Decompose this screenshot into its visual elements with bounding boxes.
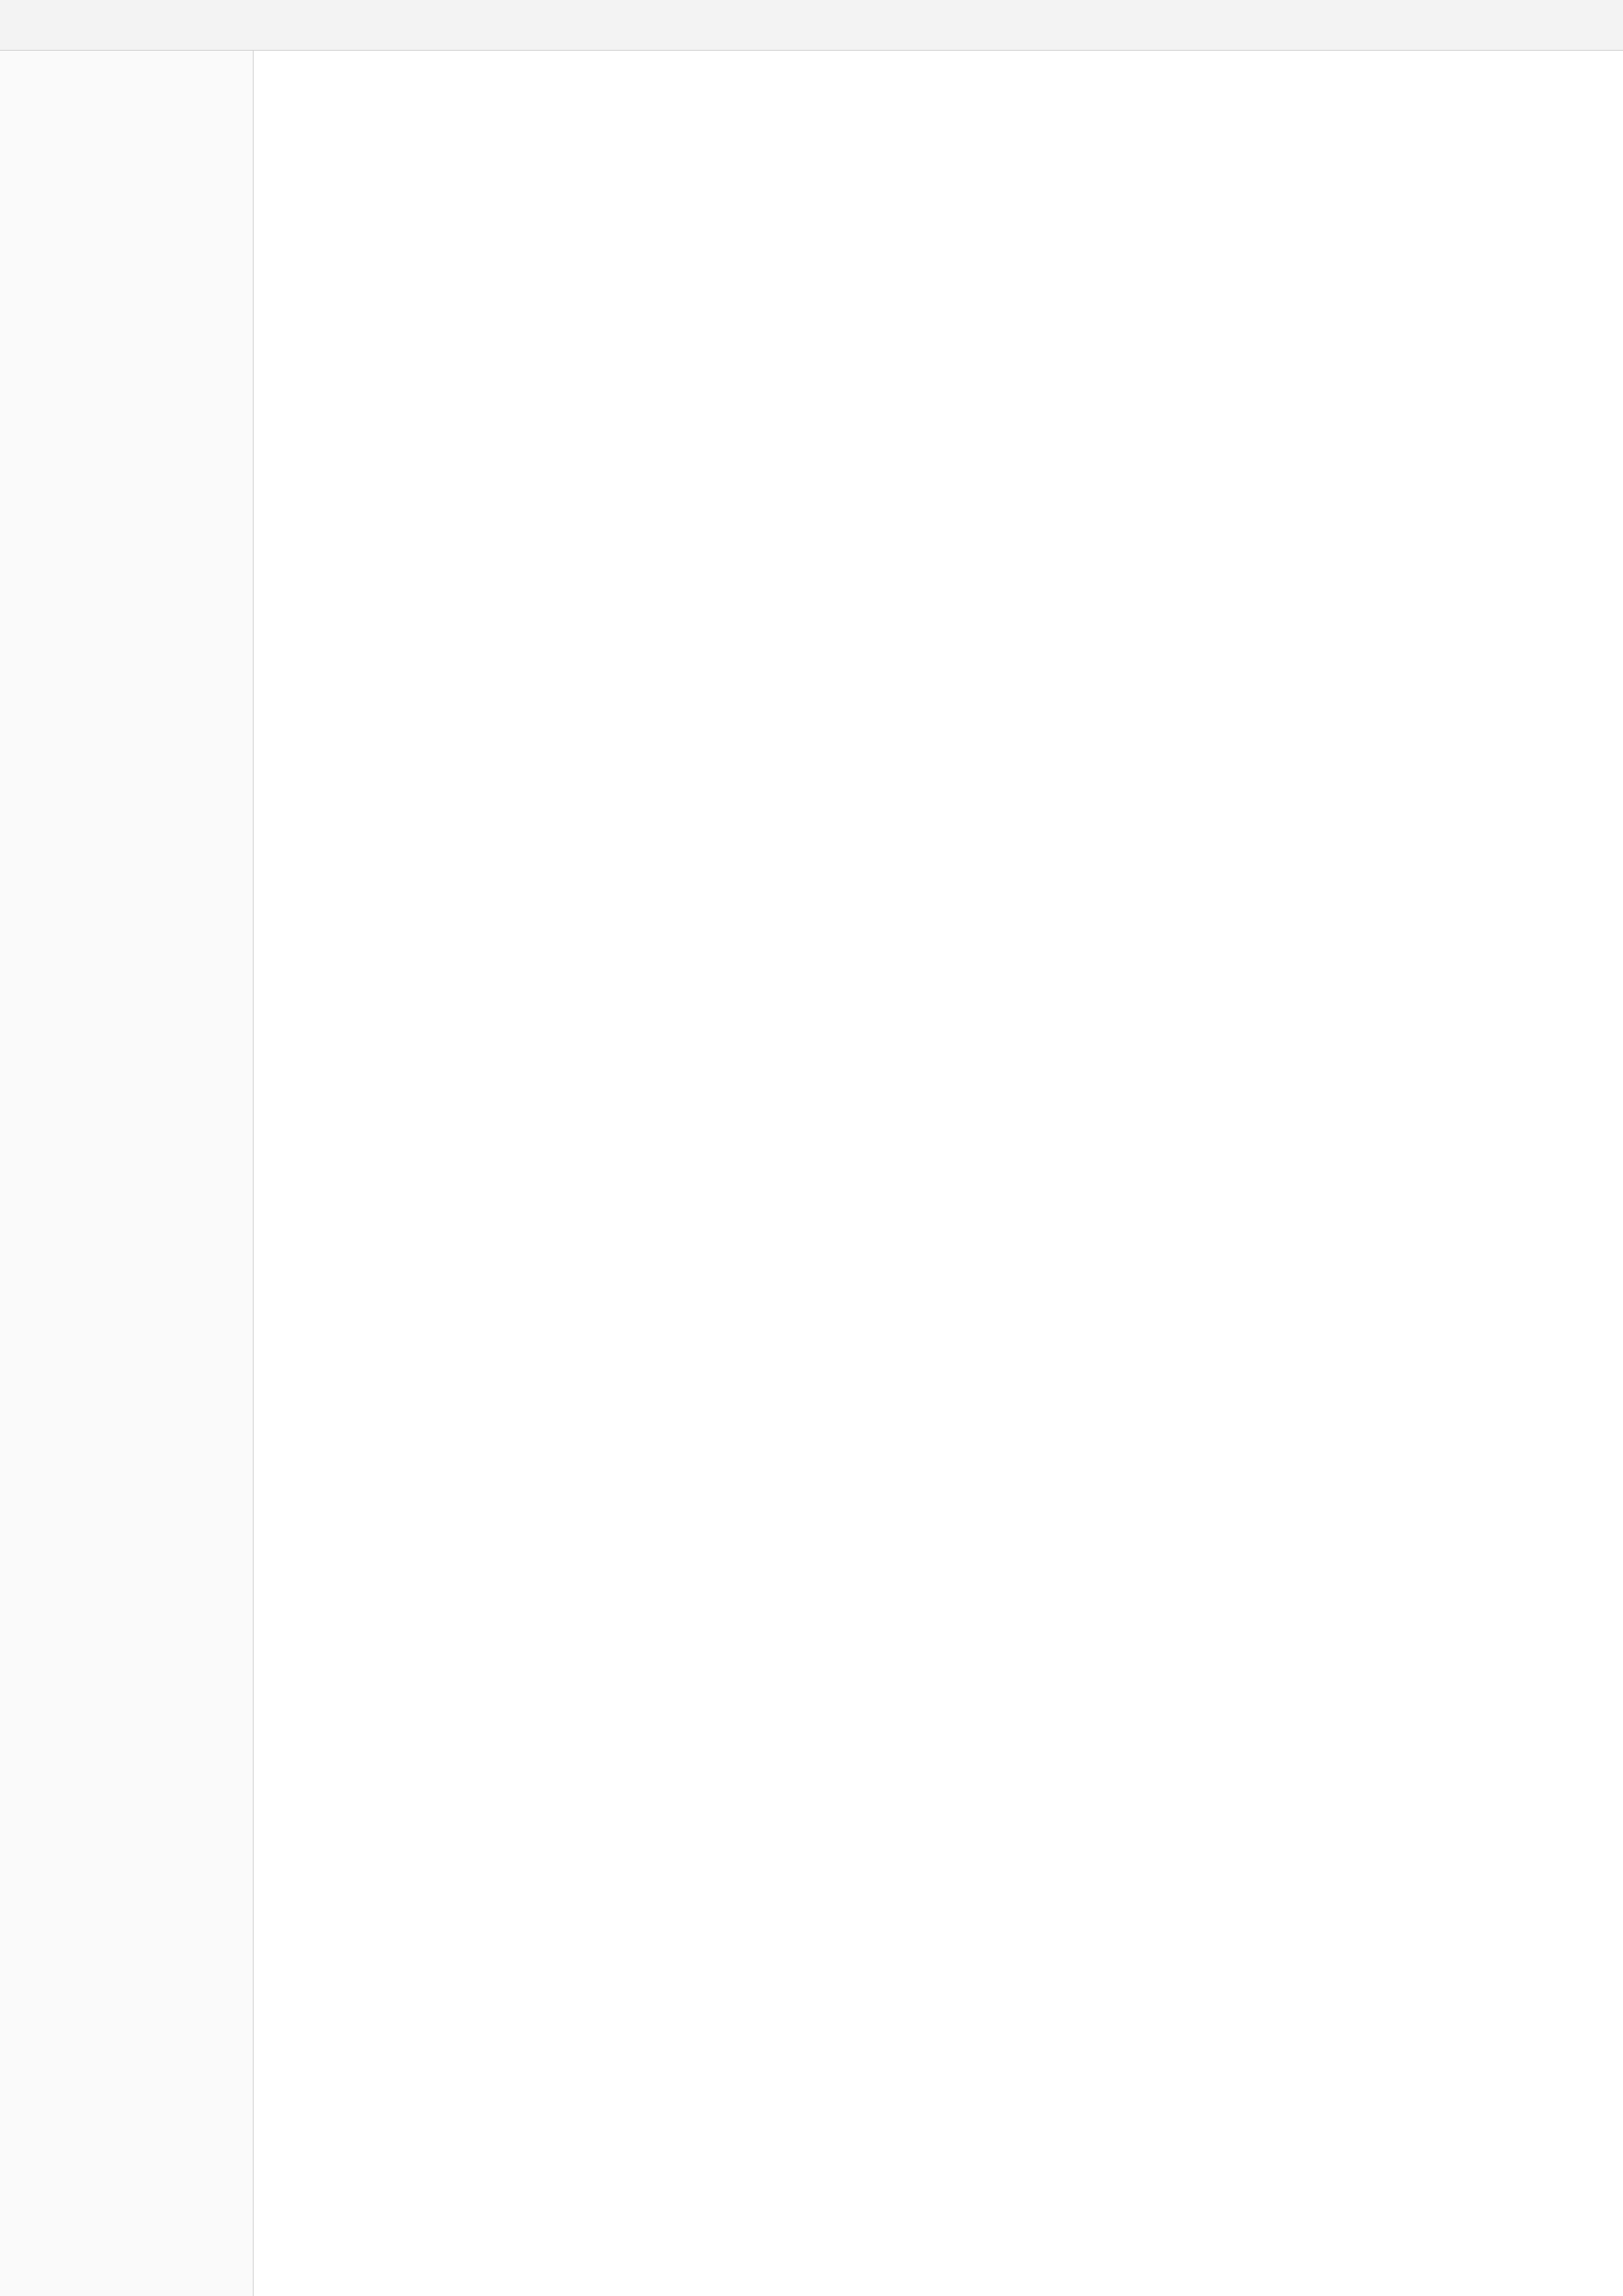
main-content (254, 51, 1623, 2296)
sidebar (0, 51, 254, 2296)
app-body (0, 51, 1623, 2296)
title-bar (0, 0, 1623, 51)
